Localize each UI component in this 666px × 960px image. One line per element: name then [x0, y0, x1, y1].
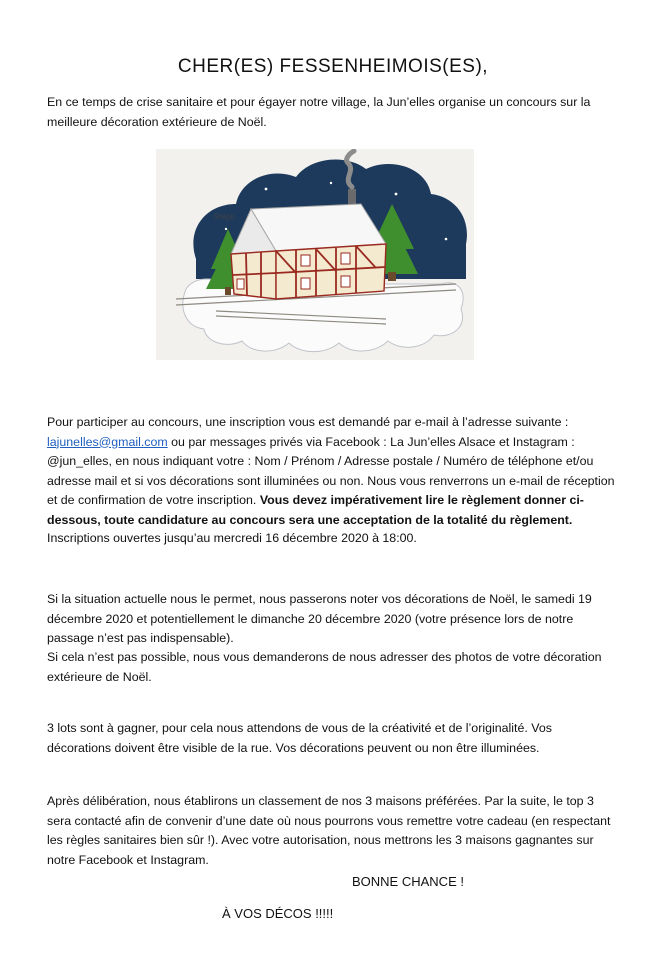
vos-decos-text: À VOS DÉCOS !!!!!: [222, 906, 334, 921]
good-luck-text: BONNE CHANCE !: [352, 874, 464, 889]
participation-paragraph: Pour participer au concours, une inscription vous est demandé par e-mail à l’adresse suivante : lajunelles@gmail.com ou par messages privés via Facebook : La Jun’elles Alsace et Instagram : @jun_elles, en nous indiquant votre : Nom / Prénom / Adresse postale / Numéro de téléphone et/ou adresse mail et si vos décorations sont illuminées ou non. Nous vous renverrons un e-mail de réception et de confirmation de votre inscription. Vous devez impérativement lire le règlement donner ci-dessous, toute candidature au concours sera une acceptation de la totalité du règlement.: [47, 415, 615, 527]
prizes-paragraph: 3 lots sont à gagner, pour cela nous attendons de vous de la créativité et de l’originalité. Vos décorations doivent être visible de la rue. Vos décorations peuvent ou non être illuminées.: [47, 721, 552, 755]
illustration-signature: Stéph: [214, 213, 235, 221]
rules-warning: Vous devez impérativement lire le règlement donner ci-dessous, toute candidature au concours sera une acceptation de la totalité du règlement.: [47, 493, 584, 527]
email-link[interactable]: lajunelles@gmail.com: [47, 434, 168, 449]
page-title: CHER(ES) FESSENHEIMOIS(ES),: [177, 56, 489, 77]
photos-paragraph: Si cela n’est pas possible, nous vous demanderons de nous adresser des photos de votre décoration extérieure de Noël.: [47, 650, 602, 684]
visit-paragraph: Si la situation actuelle nous le permet, nous passerons noter vos décorations de Noël, le samedi 19 décembre 2020 et potentiellement le dimanche 20 décembre 2020 (votre présence lors de notre passage n’est pas indispensable).: [47, 592, 592, 645]
ranking-paragraph: Après délibération, nous établirons un classement de nos 3 maisons préférées. Par la suite, le top 3 sera contacté afin de convenir d’une date où nous pourrons vous remettre votre cadeau (en respectant les règles sanitaires bien sûr !). Avec votre autorisation, nous mettrons les 3 maisons gagnantes sur notre Facebook et Instagram.: [47, 794, 611, 867]
deadline-paragraph: Inscriptions ouvertes jusqu’au mercredi 16 décembre 2020 à 18:00.: [47, 531, 417, 545]
intro-paragraph: En ce temps de crise sanitaire et pour égayer notre village, la Jun’elles organise un concours sur la meilleure décoration extérieure de Noël.: [47, 95, 591, 129]
house-drawing-icon: [156, 149, 474, 360]
